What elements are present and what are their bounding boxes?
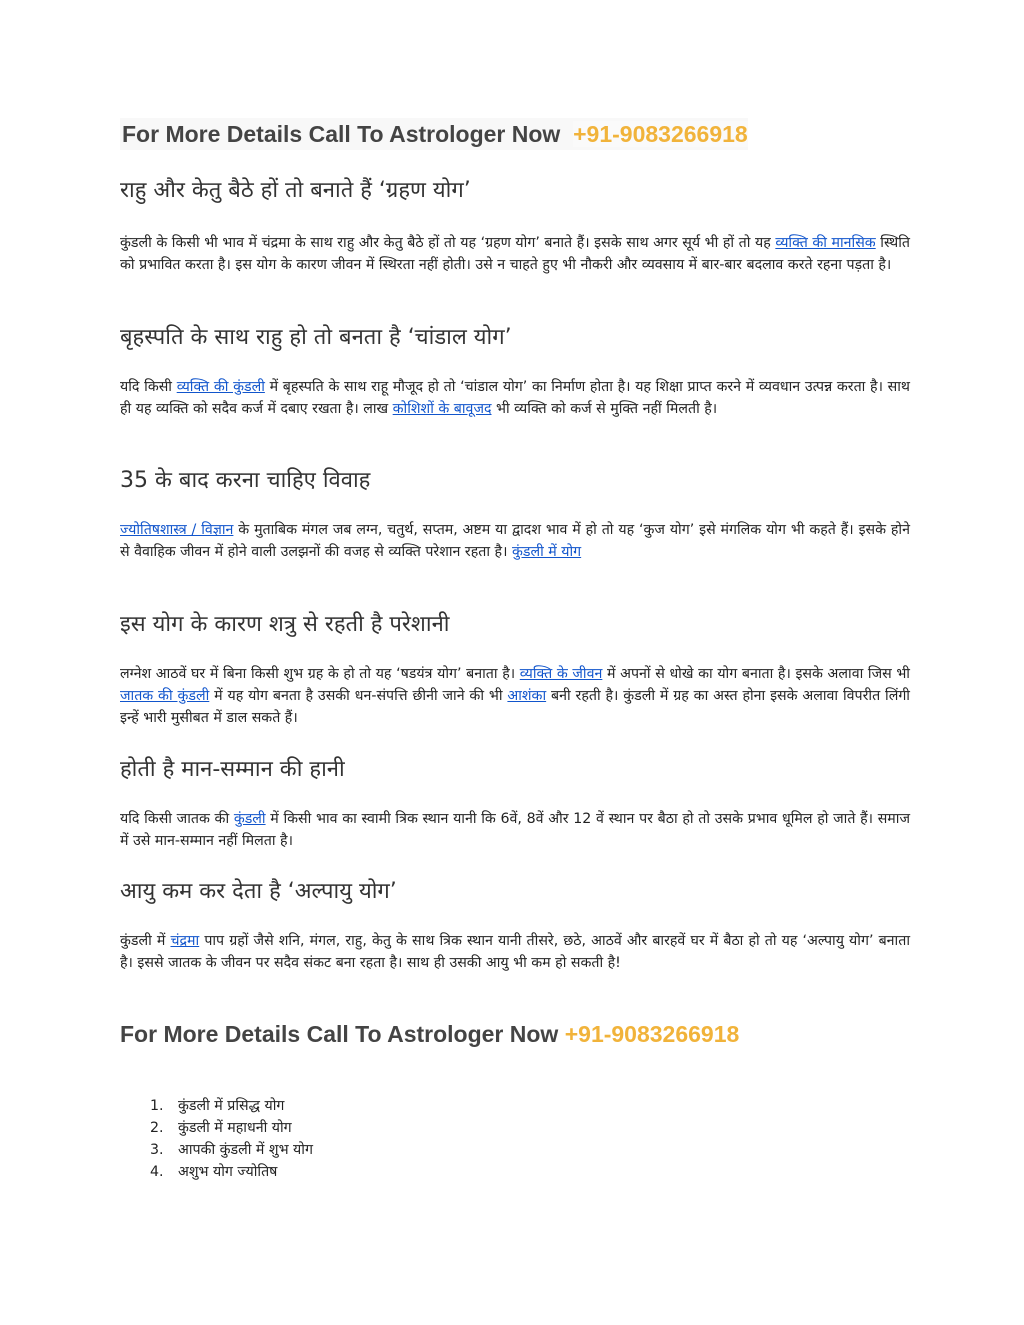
body-text: पाप ग्रहों जैसे शनि, मंगल, राहु, केतु के साथ त्रिक स्थान यानी तीसरे, छठे, आठवें और बारहवें घर में बैठा हो तो यह ‘अल्पायु योग’ बनाता है। इससे जातक के जीवन पर सदैव संकट बना रहता है। साथ ही उसकी आयु भी कम हो सकती है! <box>120 933 910 971</box>
list-item-label: कुंडली में महाधनी योग <box>178 1120 292 1136</box>
body-text: में बृहस्पति के साथ राहू मौजूद हो तो ‘चांडाल योग’ का निर्माण होता है। यह शिक्षा प्राप्त करने में व्यवधान उत्पन्न करता है। साथ ही यह व्यक्ति को सदैव कर्ज में दबाए रखता है। लाख <box>120 379 910 417</box>
body-text: स्थिति को प्रभावित करता है। इस योग के कारण जीवन में स्थिरता नहीं होती। उसे न चाहते हुए भी नौकरी और व्यवसाय में बार-बार बदलाव करते रहना पड़ता है। <box>120 235 911 273</box>
inline-link[interactable]: ज्योतिषशास्त्र / विज्ञान <box>120 522 234 538</box>
body-text: में अपनों से धोखे का योग बनाता है। इसके अलावा जिस भी <box>602 666 910 682</box>
inline-link[interactable]: चंद्रमा <box>170 933 200 949</box>
section-heading: राहु और केतु बैठे हों तो बनाते हैं ‘ग्रहण योग’ <box>120 178 471 203</box>
body-text: के मुताबिक मंगल जब लग्न, चतुर्थ, सप्तम, अष्टम या द्वादश भाव में हो तो यह ‘कुज योग’ इसे मंगलिक योग भी कहते हैं। इसके होने से वैवाहिक जीवन में होने वाली उलझनों की वजह से व्यक्ति परेशान रहता है। <box>120 522 910 560</box>
section-body <box>120 232 910 276</box>
body-text: कुंडली के किसी भी भाव में चंद्रमा के साथ राहु और केतु बैठे हों तो यह ‘ग्रहण योग’ बनाते हैं। इसके साथ अगर सूर्य भी हों तो यह <box>120 235 776 251</box>
section-chandal-yog <box>120 322 910 420</box>
cta-heading-top <box>120 118 748 150</box>
section-body <box>120 663 910 729</box>
list-number: 1. <box>150 1098 164 1114</box>
inline-link[interactable]: व्यक्ति के जीवन <box>519 666 603 682</box>
section-vivah <box>120 465 910 563</box>
inline-link[interactable]: कुंडली <box>233 811 266 827</box>
cta-bottom <box>120 1018 910 1050</box>
cta-heading-bottom <box>120 1018 910 1050</box>
list-number: 3. <box>150 1142 164 1158</box>
section-grahan-yog <box>120 175 910 276</box>
section-heading: 35 के बाद करना चाहिए विवाह <box>120 468 371 493</box>
cta-text: For More Details Call To Astrologer Now <box>122 121 561 147</box>
section-body <box>120 808 910 852</box>
body-text: भी व्यक्ति को कर्ज से मुक्ति नहीं मिलती है। <box>491 401 718 417</box>
section-maan-samman <box>120 754 910 852</box>
inline-link[interactable]: व्यक्ति की मानसिक <box>775 235 876 251</box>
inline-link[interactable]: कुंडली में योग <box>511 544 582 560</box>
body-text: में किसी भाव का स्वामी त्रिक स्थान यानी कि 6वें, 8वें और 12 वें स्थान पर बैठा हो तो उसके प्रभाव धूमिल हो जाते हैं। समाज में उसे मान-सम्मान नहीं मिलता है। <box>120 811 910 849</box>
body-text: यदि किसी जातक की <box>120 811 234 827</box>
ordered-list <box>150 1095 550 1183</box>
inline-link[interactable]: आशंका <box>507 688 547 704</box>
list-item-label: कुंडली में प्रसिद्ध योग <box>178 1098 285 1114</box>
section-alpayu-yog <box>120 876 910 974</box>
section-heading: बृहस्पति के साथ राहु हो तो बनता है ‘चांडाल योग’ <box>120 325 512 350</box>
list-number: 2. <box>150 1120 164 1136</box>
phone-number[interactable]: +91-9083266918 <box>564 1021 740 1047</box>
inline-link[interactable]: जातक की कुंडली <box>120 688 210 704</box>
list-number: 4. <box>150 1164 164 1180</box>
section-body <box>120 519 910 563</box>
inline-link[interactable]: कोशिशों के बावूजद <box>392 401 492 417</box>
list-item <box>150 1161 550 1183</box>
body-text: बनी रहती है। कुंडली में ग्रह का अस्त होना इसके अलावा विपरीत लिंगी इन्हें भारी मुसीबत में डाल सकते हैं। <box>120 688 910 726</box>
section-body <box>120 930 910 974</box>
cta-text: For More Details Call To Astrologer Now <box>120 1021 559 1047</box>
list-item <box>150 1095 550 1117</box>
reference-list <box>150 1095 550 1183</box>
body-text: लग्नेश आठवें घर में बिना किसी शुभ ग्रह के हो तो यह ‘षडयंत्र योग’ बनाता है। <box>120 666 520 682</box>
body-text: में यह योग बनता है उसकी धन-संपत्ति छीनी जाने की भी <box>209 688 508 704</box>
section-body <box>120 376 910 420</box>
inline-link[interactable]: व्यक्ति की कुंडली <box>176 379 265 395</box>
list-item <box>150 1139 550 1161</box>
list-item <box>150 1117 550 1139</box>
section-heading: इस योग के कारण शत्रु से रहती है परेशानी <box>120 612 450 637</box>
body-text: यदि किसी <box>120 379 177 395</box>
section-heading: आयु कम कर देता है ‘अल्पायु योग’ <box>120 879 397 904</box>
body-text: कुंडली में <box>120 933 171 949</box>
phone-number[interactable]: +91-9083266918 <box>573 121 748 147</box>
section-shatru <box>120 609 910 729</box>
section-heading: होती है मान-सम्मान की हानी <box>120 757 345 782</box>
list-item-label: अशुभ योग ज्योतिष <box>178 1164 278 1180</box>
cta-top <box>120 118 910 150</box>
list-item-label: आपकी कुंडली में शुभ योग <box>178 1142 313 1158</box>
